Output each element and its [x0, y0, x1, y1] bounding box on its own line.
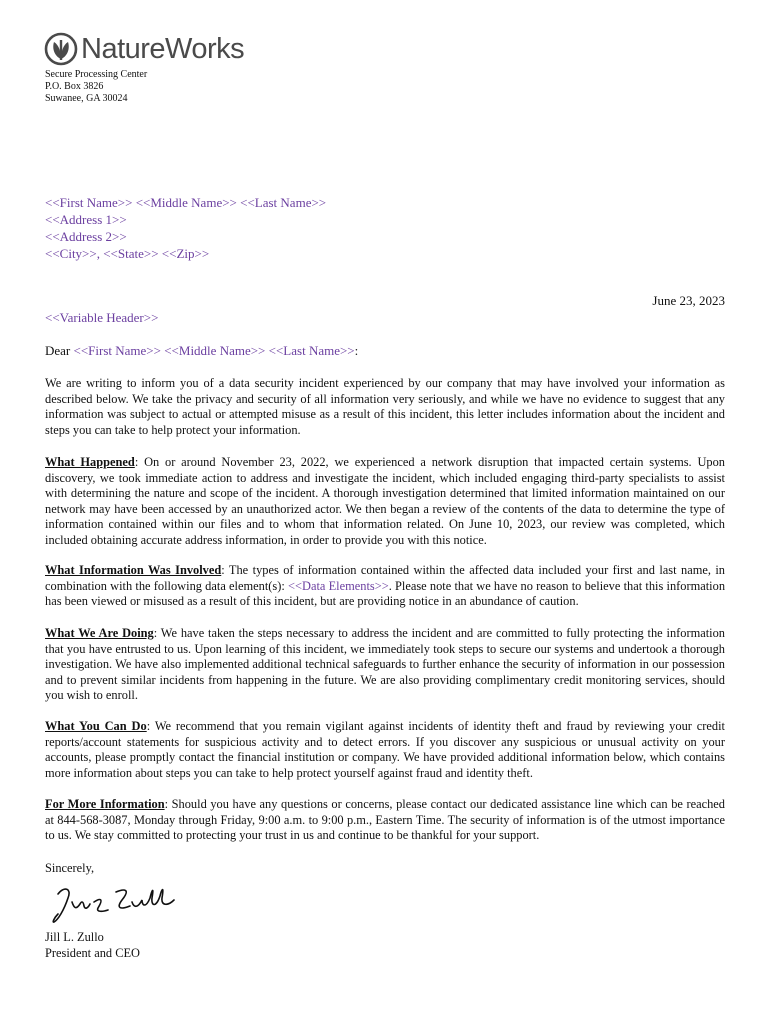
salutation-name: <<First Name>> <<Middle Name>> <<Last Name>> — [73, 343, 355, 358]
return-address-line: P.O. Box 3826 — [45, 81, 104, 92]
salutation-prefix: Dear — [45, 343, 74, 358]
recipient-address-1: <<Address 1>> — [45, 212, 127, 227]
for-more-information-paragraph — [45, 797, 725, 844]
leaf-logo-icon — [44, 32, 78, 66]
what-happened-paragraph — [45, 455, 725, 549]
what-we-are-doing-heading: What We Are Doing — [45, 626, 154, 640]
signature-image — [50, 880, 180, 928]
what-information-text-after: . Please note that we have no reason to believe that this information has been viewed or misused as a result of this incident, but are providing notice in an abundance of caution. — [45, 578, 726, 609]
signer-title: President and CEO — [45, 946, 140, 960]
what-information-heading: What Information Was Involved — [45, 563, 222, 577]
signer-block — [45, 929, 140, 961]
what-we-are-doing-text: : We have taken the steps necessary to address the incident and are committed to fully protecting the information that you have entrusted to us. Upon learning of this incident, we immediately took steps to secure our systems and undertook a thorough investigation. We have also implemented additional technical safeguards to further enhance the security of information in our possession and to prevent similar incidents from happening in the future. We are also providing complimentary credit monitoring services, should you wish to enroll. — [45, 626, 725, 703]
logo-wordmark: NatureWorks — [81, 33, 245, 65]
variable-header: <<Variable Header>> — [45, 310, 159, 325]
recipient-address-2: <<Address 2>> — [45, 229, 127, 244]
data-elements-merge-field: <<Data Elements>> — [288, 578, 389, 593]
company-logo — [44, 31, 244, 67]
for-more-information-text: : Should you have any questions or concerns, please contact our dedicated assistance line which can be reached at 844-568-3087, Monday through Friday, 9:00 a.m. to 9:00 p.m., Eastern Time. The security of information is of the utmost importance to us. We stay committed to protecting your trust in us and continue to be thankful for your support. — [45, 797, 725, 843]
what-we-are-doing-paragraph — [45, 626, 725, 704]
intro-paragraph: We are writing to inform you of a data security incident experienced by our company that may have involved your information as described below. We take the privacy and security of all information very seriously, and while we have no evidence to suggest that any information was subject to actual or attempted misuse as a result of this incident, this letter includes information about the incident and steps you can take to help protect your information. — [45, 376, 725, 437]
recipient-address-block — [45, 194, 326, 262]
return-address-line: Suwanee, GA 30024 — [45, 93, 128, 104]
salutation-suffix: : — [354, 343, 359, 358]
letter-date: June 23, 2023 — [652, 293, 725, 308]
for-more-information-heading: For More Information — [45, 797, 165, 811]
what-information-paragraph — [45, 563, 725, 610]
what-you-can-do-text: : We recommend that you remain vigilant against incidents of identity theft and fraud by reviewing your credit reports/account statements for suspicious activity and to detect errors. If you discover any suspicious or unusual activity on your accounts, please promptly contact the financial institution or company. We have provided additional information below, which contains more information about steps you can take to help protect yourself against fraud and identity theft. — [45, 719, 725, 780]
what-information-text: : The types of information contained within the affected data included your first and last name, in combination with the following data element(s): — [45, 563, 726, 593]
salutation — [45, 342, 358, 359]
return-address-line: Secure Processing Center — [45, 69, 148, 80]
recipient-city-state-zip: <<City>>, <<State>> <<Zip>> — [45, 246, 210, 261]
what-you-can-do-paragraph — [45, 719, 725, 781]
what-happened-heading: What Happened — [45, 455, 135, 469]
what-you-can-do-heading: What You Can Do — [45, 719, 147, 733]
recipient-name: <<First Name>> <<Middle Name>> <<Last Name>> — [45, 195, 327, 210]
what-happened-text: : On or around November 23, 2022, we experienced a network disruption that impacted certain systems. Upon discovery, we took immediate action to address and investigate the incident, which included engaging third-party specialists to assist with determining the nature and scope of the incident. A thorough investigation determined that limited information maintained on our network may have been accessed by an unauthorized actor. We then began a review of the contents of the data to determine the type of information contained within our files and to whom that information related. On June 10, 2023, our review was completed, which included obtaining accurate address information, in order to provide you with this notice. — [45, 455, 725, 547]
closing: Sincerely, — [45, 861, 95, 875]
signer-name: Jill L. Zullo — [45, 930, 104, 944]
return-address — [45, 69, 147, 105]
